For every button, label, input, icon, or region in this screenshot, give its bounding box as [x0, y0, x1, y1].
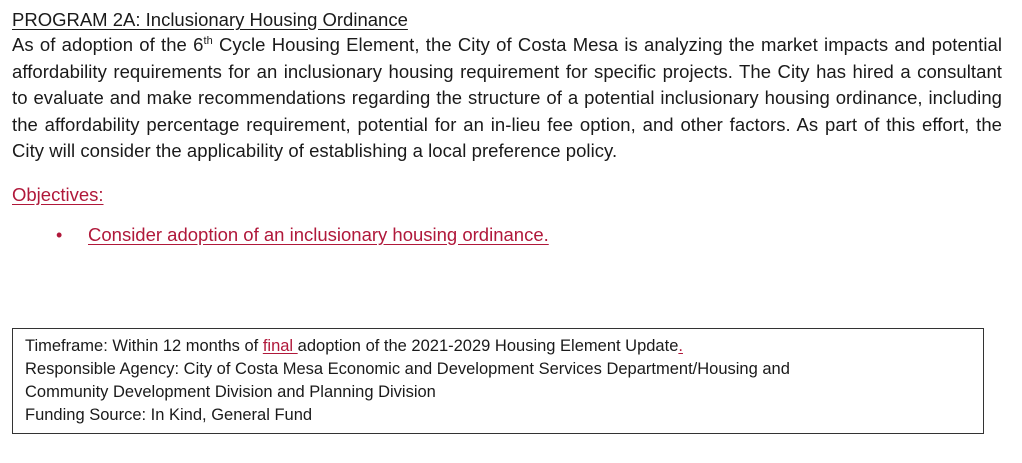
- program-heading: PROGRAM 2A: Inclusionary Housing Ordinance: [12, 9, 408, 30]
- description-part-1: As of adoption of the 6: [12, 34, 204, 55]
- program-section: [12, 8, 1002, 247]
- ordinal-superscript: th: [203, 34, 213, 47]
- description-part-2: Cycle Housing Element, the City of Costa Mesa is analyzing the market impacts and potential affordability requirements for an inclusionary housing requirement for specific projects. The City has hired a consultant to evaluate and make recommendations regarding the structure of a potential inclusionary housing ordinance, including the affordability percentage requirement, potential for an in-lieu fee option, and other factors. As part of this effort, the City will consider the applicability of establishing a local preference policy.: [12, 34, 1002, 161]
- funding-line: Funding Source: In Kind, General Fund: [25, 406, 313, 424]
- timeframe-inserted-period: .: [678, 337, 683, 355]
- program-details-box: [12, 328, 984, 434]
- objectives-list: [12, 223, 1002, 247]
- timeframe-line: [25, 335, 971, 358]
- objective-text: Consider adoption of an inclusionary housing ordinance.: [88, 223, 549, 245]
- agency-line-1: Responsible Agency: City of Costa Mesa Economic and Development Services Department/Housing and: [25, 360, 790, 378]
- timeframe-suffix: adoption of the 2021-2029 Housing Element Update: [297, 337, 679, 355]
- timeframe-prefix: Timeframe: Within 12 months of: [25, 337, 263, 355]
- program-description: [12, 32, 1002, 165]
- bullet-icon: •: [56, 224, 63, 245]
- list-item: [12, 223, 1002, 247]
- agency-line-2: Community Development Division and Planning Division: [25, 383, 436, 401]
- objectives-label: Objectives:: [12, 183, 104, 205]
- timeframe-inserted-word: final: [262, 337, 298, 355]
